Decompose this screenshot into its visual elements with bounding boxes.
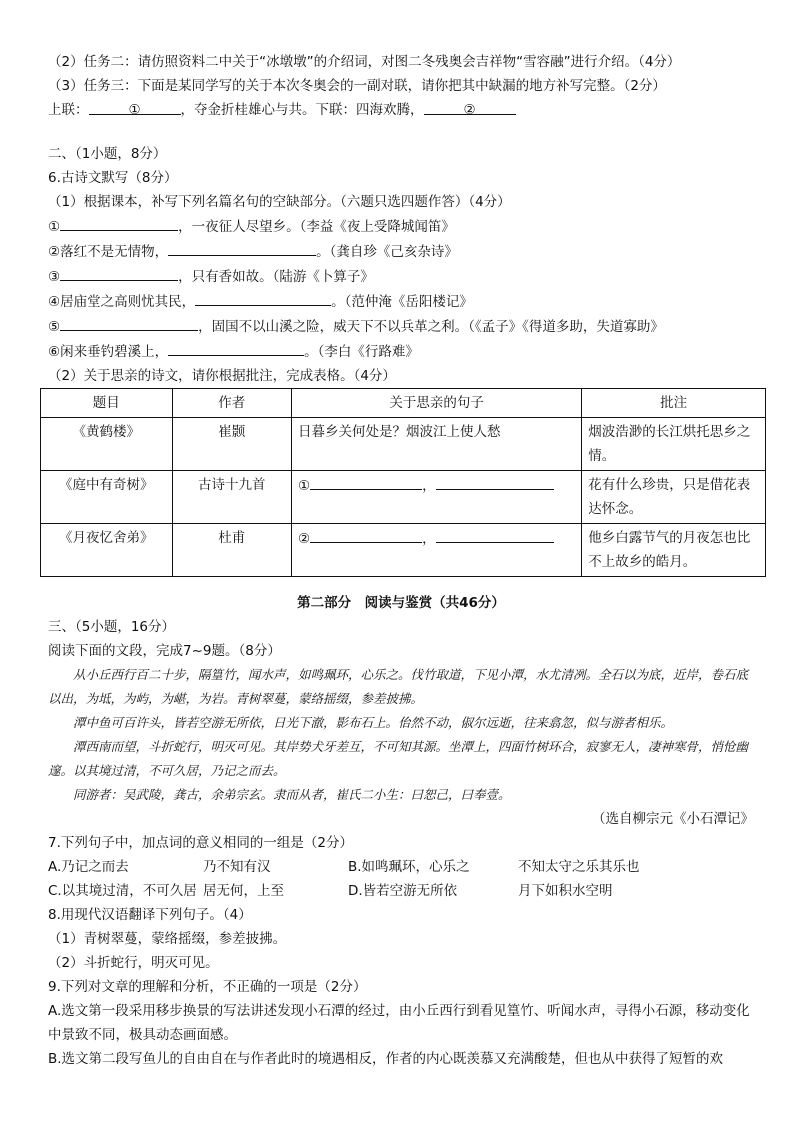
- recite-blank-5[interactable]: [60, 314, 198, 331]
- table-blank-2a[interactable]: [310, 526, 422, 543]
- table-header: 题目: [41, 389, 173, 418]
- couplet-line: 上联： ① ，夺金折桂雄心与共。下联：四海欢腾， ②: [48, 98, 754, 122]
- question-6-title: 6.古诗文默写（8分）: [48, 170, 178, 186]
- recite-item-2: ②落红不是无情物， 。（龚自珍《己亥杂诗》: [48, 239, 754, 264]
- option-text: 居无何，上至: [203, 883, 284, 899]
- table-cell-title: 《月夜忆舍弟》: [41, 524, 173, 577]
- option-text: 不知太守之乐其乐也: [518, 859, 640, 875]
- exam-page: [48, 50, 754, 1071]
- recite-blank-4[interactable]: [195, 289, 331, 306]
- passage-paragraph: 从小丘西行百二十步，隔篁竹，闻水声，如鸣珮环，心乐之。伐竹取道，下见小潭，水尤清冽。全石以为底，近岸，卷石底以出，为坻，为屿，为嵁，为岩。青树翠蔓，蒙络摇缀，参差披拂。: [48, 667, 749, 706]
- passage-paragraph: 潭西南而望，斗折蛇行，明灭可见。其岸势犬牙差互，不可知其源。坐潭上，四面竹树环合，寂寥无人，凄神寒骨，悄怆幽邃。以其境过清，不可久居，乃记之而去。: [48, 739, 749, 778]
- table-cell-author: 古诗十九首: [172, 471, 291, 524]
- table-cell-note: 烟波浩渺的长江烘托思乡之情。: [582, 418, 766, 471]
- part-2-title: 第二部分 阅读与鉴赏（共46分）: [297, 595, 505, 611]
- question-6-part-2: （2）关于思亲的诗文，请你根据批注，完成表格。（4分）: [48, 368, 396, 384]
- recite-blank-2[interactable]: [168, 239, 316, 256]
- passage-paragraph: 同游者：吴武陵，龚古，余弟宗玄。隶而从者，崔氏二小生：曰恕己，曰奉壹。: [73, 787, 511, 802]
- task-3-question: （3）任务三：下面是某同学写的关于本次冬奥会的一副对联，请你把其中缺漏的地方补写完整。（2分）: [48, 78, 666, 94]
- option-text: D.皆若空游无所依: [348, 883, 458, 899]
- question-8-part-1: （1）青树翠蔓，蒙络摇缀，参差披拂。: [48, 931, 287, 947]
- table-cell-line: ② ，: [292, 524, 582, 577]
- table-cell-author: 崔颢: [172, 418, 291, 471]
- table-header-row: [41, 389, 766, 418]
- table-row: [41, 471, 766, 524]
- table-blank-1a[interactable]: [310, 473, 422, 490]
- table-cell-line: 日暮乡关何处是？烟波江上使人愁: [292, 418, 582, 471]
- question-9: 9.下列对文章的理解和分析，不正确的一项是（2分）: [48, 979, 367, 995]
- question-7-options: [48, 855, 754, 903]
- couplet-blank-1[interactable]: ①: [89, 98, 181, 115]
- reading-intro: 阅读下面的文段，完成7~9题。（8分）: [48, 643, 281, 659]
- question-8: 8.用现代汉语翻译下列句子。（4）: [48, 907, 252, 923]
- passage-paragraph: 潭中鱼可百许头，皆若空游无所依，日光下澈，影布石上。佁然不动，俶尔远逝，往来翕忽，似与游者相乐。: [73, 715, 674, 730]
- section-2-heading: 二、（1小题，8分）: [48, 146, 167, 162]
- table-cell-line: ① ，: [292, 471, 582, 524]
- task-2-question: （2）任务二：请仿照资料二中关于“冰墩墩”的介绍词，对图二冬残奥会吉祥物“雪容融”进行介绍。（4分）: [48, 54, 681, 70]
- option-text: A.乃记之而去: [48, 859, 129, 875]
- table-blank-2b[interactable]: [436, 526, 554, 543]
- table-blank-1b[interactable]: [436, 473, 554, 490]
- couplet-blank-2[interactable]: ②: [424, 98, 516, 115]
- table-cell-note: 花有什么珍贵，只是借花表达怀念。: [582, 471, 766, 524]
- recite-blank-1[interactable]: [60, 214, 178, 231]
- recite-item-4: ④居庙堂之高则忧其民， 。（范仲淹《岳阳楼记》: [48, 289, 754, 314]
- poem-table: [40, 388, 766, 577]
- option-text: B.如鸣珮环，心乐之: [348, 859, 470, 875]
- table-header: 关于思亲的句子: [292, 389, 582, 418]
- option-text: 乃不知有汉: [203, 859, 271, 875]
- table-row: [41, 524, 766, 577]
- table-header: 批注: [582, 389, 766, 418]
- table-row: [41, 418, 766, 471]
- recite-item-6: ⑥闲来垂钓碧溪上， 。（李白《行路难》: [48, 339, 754, 364]
- section-3-heading: 三、（5小题，16分）: [48, 619, 176, 635]
- table-header: 作者: [172, 389, 291, 418]
- table-cell-author: 杜甫: [172, 524, 291, 577]
- question-9-option-b: B.选文第二段写鱼儿的自由自在与作者此时的境遇相反，作者的内心既羡慕又充满酸楚，但也从中获得了短暂的欢: [48, 1051, 724, 1067]
- question-8-part-2: （2）斗折蛇行，明灭可见。: [48, 955, 219, 971]
- table-cell-title: 《庭中有奇树》: [41, 471, 173, 524]
- question-7: 7.下列句子中，加点词的意义相同的一组是（2分）: [48, 835, 353, 851]
- question-9-option-a: A.选文第一段采用移步换景的写法讲述发现小石潭的经过，由小丘西行到看见篁竹、听闻水声，寻得小石源，移动变化中景致不同，极具动态画面感。: [48, 1003, 750, 1043]
- recite-item-1: ① ，一夜征人尽望乡。（李益《夜上受降城闻笛》: [48, 214, 754, 239]
- option-text: C.以其境过清，不可久居: [48, 883, 197, 899]
- recite-item-3: ③ ，只有香如故。（陆游《卜算子》: [48, 264, 754, 289]
- passage-source: （选自柳宗元《小石潭记》: [592, 811, 754, 827]
- passage: [48, 663, 754, 807]
- recite-item-5: ⑤ ，固国不以山溪之险，威天下不以兵革之利。（《孟子》《得道多助，失道寡助》: [48, 314, 754, 339]
- question-6-part-1: （1）根据课本，补写下列名篇名句的空缺部分。（六题只选四题作答）（4分）: [48, 194, 511, 210]
- table-cell-title: 《黄鹤楼》: [41, 418, 173, 471]
- option-text: 月下如积水空明: [518, 883, 613, 899]
- recite-blank-3[interactable]: [60, 264, 178, 281]
- recite-blank-6[interactable]: [168, 339, 304, 356]
- table-cell-note: 他乡白露节气的月夜怎也比不上故乡的皓月。: [582, 524, 766, 577]
